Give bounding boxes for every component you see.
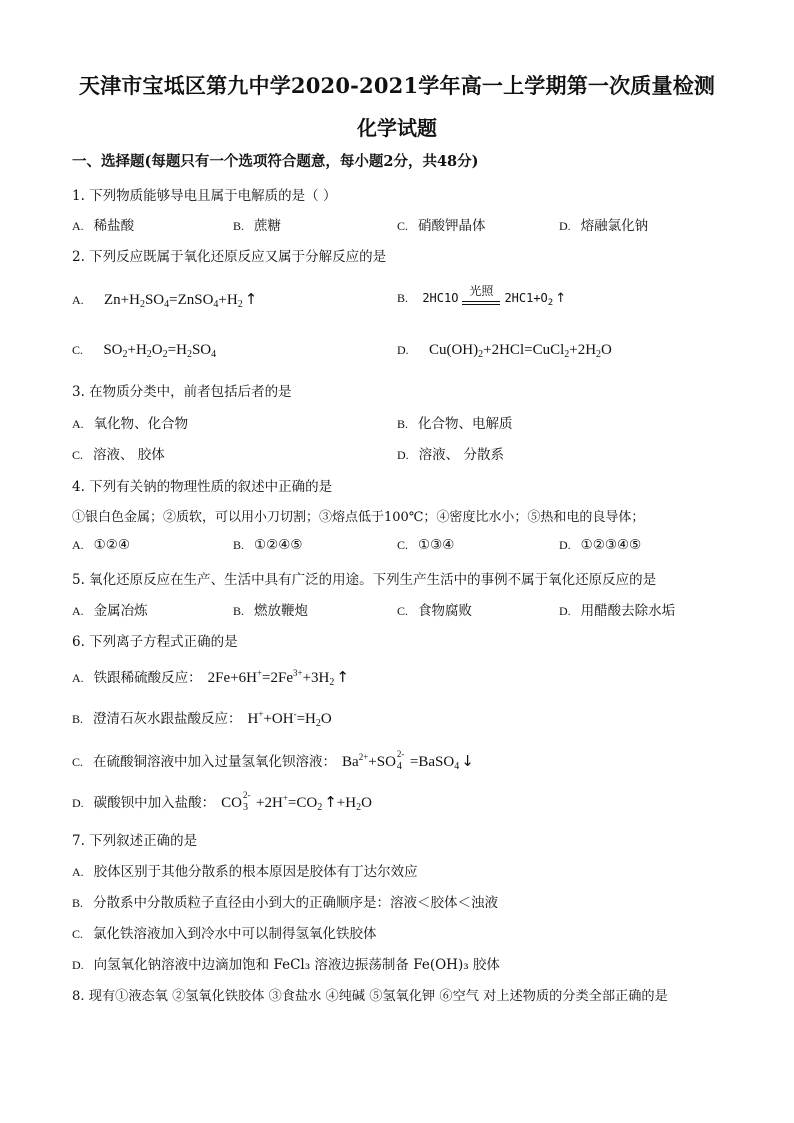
option-label: A. xyxy=(72,293,84,307)
q3-option-b xyxy=(397,412,513,432)
option-text: 稀盐酸 xyxy=(93,218,135,234)
option-label: B. xyxy=(233,538,245,552)
option-text: 在硫酸铜溶液中加入过量氢氧化钡溶液： xyxy=(93,754,337,770)
question-7-stem: 7. 下列叙述正确的是 xyxy=(72,833,198,849)
q5-option-a xyxy=(72,599,148,619)
gas-arrow-icon: ↑ xyxy=(555,291,567,306)
question-6-stem: 6. 下列离子方程式正确的是 xyxy=(72,634,238,650)
q4-option-d xyxy=(559,537,641,553)
exam-title: 天津市宝坻区第九中学2020-2021学年高一上学期第一次质量检测 xyxy=(78,73,716,98)
option-label: C. xyxy=(397,219,409,233)
q7-option-d xyxy=(72,953,500,973)
q1-option-d xyxy=(559,214,648,234)
question-2-stem: 2. 下列反应既属于氧化还原反应又属于分解反应的是 xyxy=(72,249,387,265)
q6-option-b xyxy=(72,707,332,729)
option-label: A. xyxy=(72,671,84,685)
option-label: B. xyxy=(72,896,84,910)
precipitate-arrow-icon: ↓ xyxy=(461,752,474,770)
option-text: 向氢氧化钠溶液中边滴加饱和 FeCl₃ 溶液边振荡制备 Fe(OH)₃ 胶体 xyxy=(93,957,500,973)
option-label: B. xyxy=(233,604,245,618)
option-label: A. xyxy=(72,417,84,431)
question-4-desc: ①银白色金属；②质软，可以用小刀切割；③熔点低于100℃；④密度比水小；⑤热和电的良导体； xyxy=(72,510,645,525)
q1-option-b xyxy=(233,214,281,234)
q3-option-a xyxy=(72,412,188,432)
q2-option-d xyxy=(397,342,612,360)
option-label: C. xyxy=(72,927,84,941)
question-4-stem: 4. 下列有关钠的物理性质的叙述中正确的是 xyxy=(72,479,333,495)
option-label: A. xyxy=(72,604,84,618)
q7-option-a xyxy=(72,860,418,880)
option-text: 分散系中分散质粒子直径由小到大的正确顺序是：溶液＜胶体＜浊液 xyxy=(93,895,499,911)
option-text: 硝酸钾晶体 xyxy=(418,218,486,234)
option-text: 溶液、 分散系 xyxy=(418,447,504,463)
condition-label: 光照 xyxy=(469,283,494,298)
option-label: A. xyxy=(72,538,84,552)
q1-option-c xyxy=(397,214,486,234)
question-5-stem: 5. 氧化还原反应在生产、生活中具有广泛的用途。下列生产生活中的事例不属于氧化还原反应的是 xyxy=(72,572,657,588)
q2-option-b: B. 2HC1O 光照 $2HC1+O_2$ ↑ xyxy=(397,283,567,308)
q3-option-d xyxy=(397,443,504,463)
option-text: 澄清石灰水跟盐酸反应： xyxy=(93,711,242,727)
option-label: C. xyxy=(72,343,84,357)
formula-6b: $H^++OH^-=H_2O$ xyxy=(247,709,332,729)
q7-option-b xyxy=(72,891,498,911)
option-label: D. xyxy=(559,219,571,233)
option-label: D. xyxy=(559,538,571,552)
q6-option-d xyxy=(72,791,372,813)
option-label: C. xyxy=(72,755,84,769)
option-label: C. xyxy=(72,448,84,462)
option-label: A. xyxy=(72,219,84,233)
option-text: 铁跟稀硫酸反应： xyxy=(93,670,202,686)
option-text: 碳酸钡中加入盐酸： xyxy=(93,795,216,811)
question-3-stem: 3. 在物质分类中，前者包括后者的是 xyxy=(72,384,292,400)
option-text: 用醋酸去除水垢 xyxy=(580,603,676,619)
formula-6d: CO 2- 3 $+2H^+=CO_2$ xyxy=(221,789,323,813)
q5-option-b xyxy=(233,599,308,619)
formula-a: $Zn+H_2SO_4=ZnSO_4+H_2$ xyxy=(103,292,243,310)
q6-option-c xyxy=(72,750,474,772)
formula-d: $Cu(OH)_2+2HCl=CuCl_2+2H_2O$ xyxy=(428,342,612,360)
section-heading: 一、选择题(每题只有一个选项符合题意，每小题2分，共48分) xyxy=(72,153,479,170)
q2-option-a xyxy=(72,290,257,310)
option-label: C. xyxy=(397,538,409,552)
option-text: 氧化物、化合物 xyxy=(93,416,189,432)
option-label: B. xyxy=(72,712,84,726)
option-text: 化合物、电解质 xyxy=(418,416,513,432)
gas-arrow-icon: ↑ xyxy=(336,668,349,686)
question-1-stem: 1. 下列物质能够导电且属于电解质的是（ ） xyxy=(72,188,337,204)
q7-option-c xyxy=(72,922,377,942)
option-label: B. xyxy=(233,219,245,233)
option-text: 熔融氯化钠 xyxy=(580,218,649,234)
formula-6c: $Ba^{2+}+SO$ 2- 4 =BaSO$_4$ xyxy=(342,748,460,772)
option-label: A. xyxy=(72,865,84,879)
question-8-stem: 8. 现有①液态氧 ②氢氧化铁胶体 ③食盐水 ④纯碱 ⑤氢氧化钾 ⑥空气 对上述物质的分类全部正确的是 xyxy=(72,989,668,1004)
option-text: 金属冶炼 xyxy=(93,603,148,619)
option-label: B. xyxy=(397,417,409,431)
q4-option-b xyxy=(233,537,302,553)
option-text: 氯化铁溶液加入到冷水中可以制得氢氧化铁胶体 xyxy=(93,926,377,942)
option-text: ①②③④⑤ xyxy=(580,537,642,553)
option-text: 燃放鞭炮 xyxy=(254,603,309,619)
exam-subtitle: 化学试题 xyxy=(357,116,437,140)
option-label: D. xyxy=(397,448,409,462)
option-text: ①②④ xyxy=(93,537,130,553)
option-label: D. xyxy=(72,958,84,972)
formula-6d-tail: $+H_2O$ xyxy=(336,795,372,813)
option-label: D. xyxy=(397,343,409,357)
option-label: C. xyxy=(397,604,409,618)
formula-b-right: 2HC1+O xyxy=(504,291,548,305)
option-text: 溶液、 胶体 xyxy=(93,447,165,463)
option-label: B. xyxy=(397,291,409,305)
option-text: 蔗糖 xyxy=(254,218,282,234)
formula-c: $SO_2+H_2O_2=H_2SO_4$ xyxy=(103,342,217,360)
reaction-condition xyxy=(462,283,500,305)
option-text: 食物腐败 xyxy=(418,603,473,619)
q5-option-d xyxy=(559,599,675,619)
option-label: D. xyxy=(72,796,84,810)
q6-option-a xyxy=(72,666,349,688)
gas-arrow-icon: ↑ xyxy=(244,290,258,308)
option-text: ①②④⑤ xyxy=(254,537,303,553)
option-text: ①③④ xyxy=(418,537,455,553)
q1-option-a xyxy=(72,214,134,234)
q3-option-c xyxy=(72,443,165,463)
formula-6a: $2Fe+6H^+=2Fe^{3+}+3H_2$ xyxy=(207,668,335,688)
option-label: D. xyxy=(559,604,571,618)
q5-option-c xyxy=(397,599,472,619)
option-text: 胶体区别于其他分散系的根本原因是胶体有丁达尔效应 xyxy=(93,864,418,880)
q4-option-c xyxy=(397,537,454,553)
q4-option-a xyxy=(72,537,130,553)
formula-b-left: 2HC1O xyxy=(422,291,459,305)
q2-option-c xyxy=(72,342,216,360)
gas-arrow-icon: ↑ xyxy=(324,793,337,811)
